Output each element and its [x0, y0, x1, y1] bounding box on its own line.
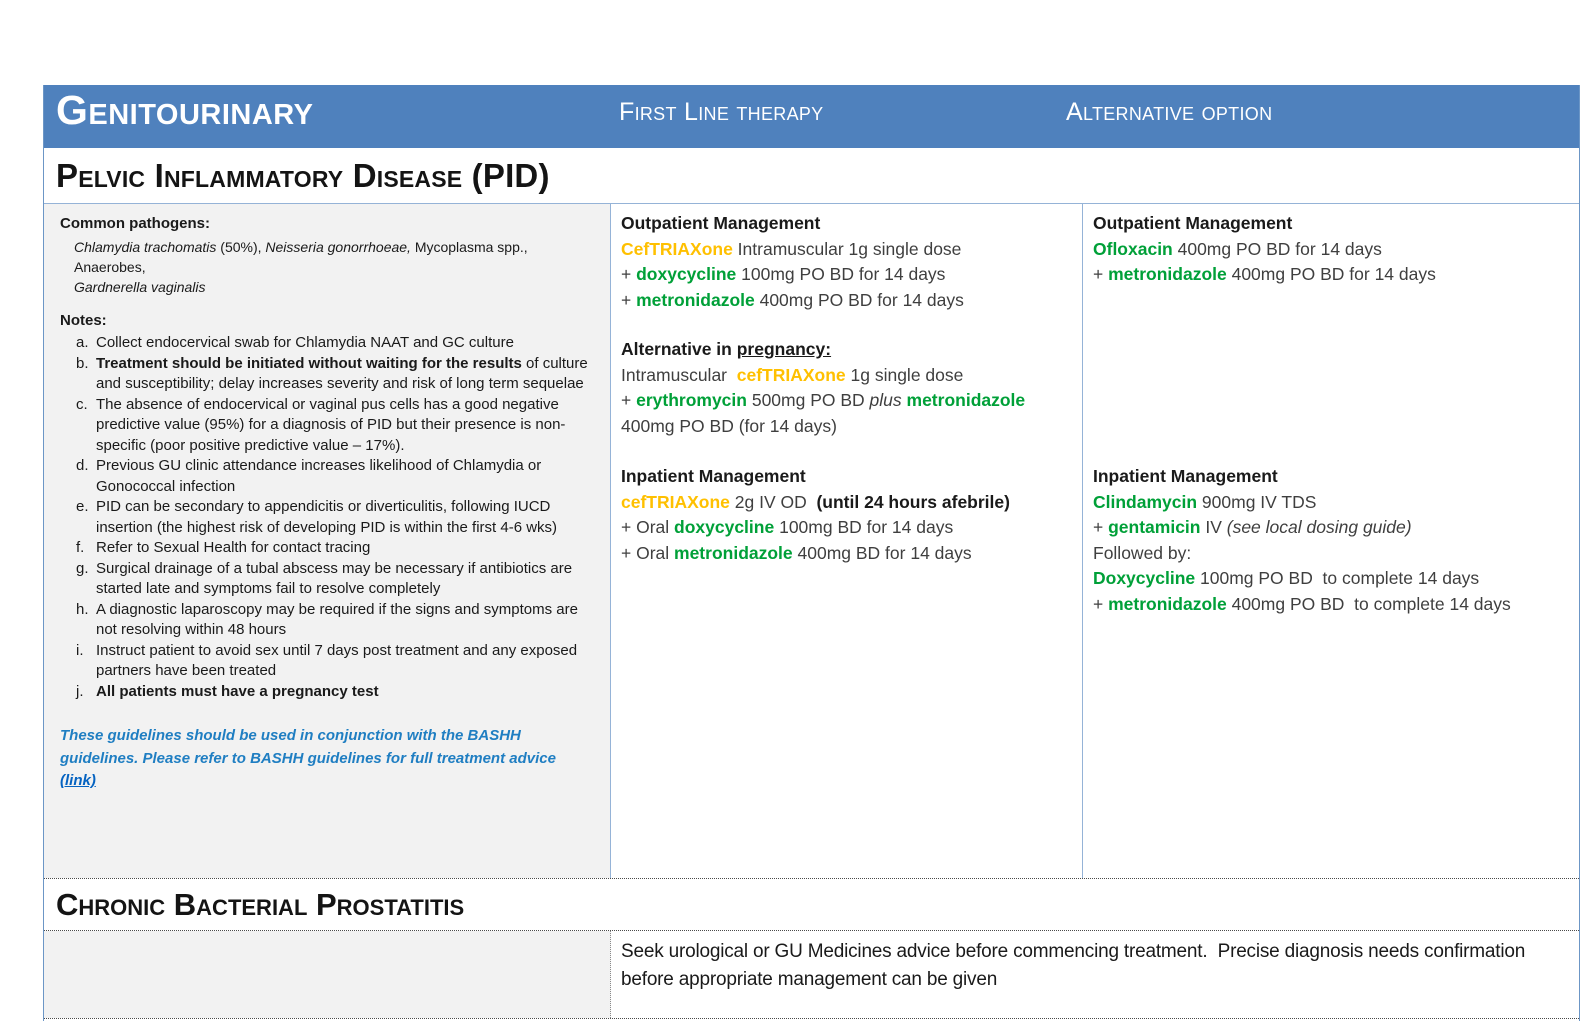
- text-segment: +: [1093, 517, 1109, 537]
- note-letter: j.: [76, 682, 84, 700]
- note-letter: a.: [76, 334, 89, 351]
- therapy-line: [621, 541, 1078, 567]
- prostatitis-advice-text: Seek urological or GU Medicines advice before commencing treatment. Precise diagnosis needs confirmation before appropriate management can be given: [621, 941, 1531, 990]
- text-segment: metronidazole: [636, 289, 755, 310]
- note-text: [96, 354, 594, 395]
- pid-notes-column: [44, 204, 611, 878]
- text-segment: IV: [1200, 517, 1227, 537]
- text-segment: Outpatient Management: [1093, 213, 1293, 233]
- text-segment: Mycoplasma spp., Anaerobes,: [74, 238, 531, 275]
- text-segment: Surgical drainage of a tubal abscess may be necessary if antibiotics are started late and symptoms fail to resolve completely: [96, 559, 573, 597]
- note-item: [60, 395, 594, 457]
- text-segment: The absence of endocervical or vaginal pus cells has a good negative predictive value (95%) for a diagnosis of PID but their presence is non-specific (poor positive predictive value – 17%).: [96, 395, 566, 454]
- therapy-line: [1093, 592, 1575, 618]
- therapy-line: [621, 237, 1078, 263]
- text-segment: 400mg BD for 14 days: [792, 542, 972, 563]
- pid-content-row: [44, 204, 1579, 878]
- note-letter: e.: [76, 498, 89, 515]
- text-segment: Followed by:: [1093, 542, 1192, 563]
- prostatitis-content-row: [44, 930, 1579, 1019]
- text-segment: Refer to Sexual Health for contact tracing: [96, 539, 371, 556]
- note-text: [96, 395, 594, 457]
- text-segment: plus: [869, 390, 902, 410]
- column-header-alternative: Alternative option: [1066, 98, 1273, 126]
- text-segment: Intramuscular: [621, 364, 737, 385]
- text-segment: 2g IV OD: [729, 491, 817, 512]
- table-header-bar: [44, 85, 1579, 148]
- note-letter: i.: [76, 641, 84, 659]
- text-segment: Previous GU clinic attendance increases likelihood of Chlamydia or Gonococcal infection: [96, 457, 542, 495]
- text-segment: Intramuscular 1g single dose: [732, 238, 962, 259]
- therapy-line: [1093, 262, 1575, 288]
- note-item: [60, 354, 594, 395]
- note-text: [96, 641, 594, 682]
- prostatitis-notes-cell: [44, 931, 611, 1018]
- text-segment: Instruct patient to avoid sex until 7 days post treatment and any exposed partners have been treated: [96, 641, 578, 679]
- therapy-block-heading: [621, 211, 1078, 237]
- note-item: [60, 497, 594, 538]
- text-segment: +: [621, 289, 637, 310]
- text-segment: Ofloxacin: [1093, 238, 1173, 259]
- page-title: Genitourinary: [56, 87, 314, 133]
- text-segment: (50%),: [216, 238, 266, 255]
- note-item: [60, 538, 594, 559]
- therapy-block-heading: [621, 337, 1078, 363]
- therapy-line: [621, 414, 1078, 440]
- text-segment: Neisseria gonorrhoeae,: [265, 238, 411, 255]
- therapy-line: [1093, 541, 1575, 567]
- therapy-line: [621, 262, 1078, 288]
- text-segment: + Oral: [621, 517, 675, 537]
- note-text: [96, 456, 594, 497]
- text-segment: 400mg PO BD (for 14 days): [621, 415, 837, 436]
- text-segment: 1g single dose: [845, 364, 964, 385]
- text-segment: cefTRIAXone: [621, 491, 730, 512]
- pid-alternative-column: [1083, 204, 1579, 878]
- text-segment: 100mg PO BD for 14 days: [736, 264, 946, 284]
- text-segment: of culture and susceptibility; delay increases severity and risk of long term sequelae: [96, 354, 588, 392]
- therapy-block: [621, 211, 1078, 313]
- text-segment: + Oral: [621, 542, 675, 563]
- note-letter: c.: [76, 395, 88, 413]
- pid-section-title: Pelvic Inflammatory Disease (PID): [56, 156, 550, 194]
- therapy-block-heading: [1093, 464, 1575, 490]
- note-item: [60, 682, 594, 703]
- text-segment: 100mg BD for 14 days: [774, 517, 954, 537]
- text-segment: (see local dosing guide): [1226, 517, 1412, 537]
- text-segment: metronidazole: [906, 390, 1026, 410]
- text-segment: 500mg PO BD: [746, 390, 870, 410]
- note-text: [96, 333, 594, 354]
- text-segment: 900mg IV TDS: [1197, 491, 1317, 512]
- column-header-first-line: First Line therapy: [619, 98, 824, 126]
- therapy-line: [621, 490, 1078, 516]
- note-letter: b.: [76, 354, 89, 372]
- text-segment: Gardnerella vaginalis: [74, 278, 206, 295]
- text-segment: 400mg PO BD for 14 days: [1226, 264, 1436, 284]
- text-segment: cefTRIAXone: [736, 364, 846, 385]
- text-segment: gentamicin: [1108, 517, 1201, 537]
- bashh-guidelines-note: These guidelines should be used in conjunction with the BASHH guidelines. Please refer to BASHH guidelines for full treatment advice: [60, 727, 556, 767]
- text-segment: erythromycin: [636, 390, 747, 410]
- text-segment: metronidazole: [674, 542, 793, 563]
- text-segment: Doxycycline: [1093, 568, 1196, 588]
- text-segment: Treatment should be initiated without waiting for the results: [96, 354, 522, 372]
- text-segment: metronidazole: [1108, 264, 1227, 284]
- text-segment: Collect endocervical swab for Chlamydia NAAT and GC culture: [96, 334, 514, 351]
- therapy-block: [1093, 464, 1575, 617]
- text-segment: CefTRIAXone: [621, 238, 733, 259]
- therapy-block-heading: [621, 464, 1078, 490]
- prostatitis-section-title: Chronic Bacterial Prostatitis: [56, 886, 465, 922]
- note-text: [96, 600, 594, 641]
- therapy-line: [621, 363, 1078, 389]
- therapy-line: [1093, 566, 1575, 592]
- note-letter: d.: [76, 457, 89, 474]
- note-text: [96, 497, 594, 538]
- therapy-line: [621, 288, 1078, 314]
- text-segment: +: [621, 264, 637, 284]
- text-segment: Inpatient Management: [1093, 466, 1278, 486]
- text-segment: (until 24 hours afebrile): [816, 491, 1010, 512]
- pathogen-line: [74, 237, 594, 277]
- notes-label: Notes:: [60, 311, 107, 329]
- text-segment: +: [621, 390, 637, 410]
- text-segment: 400mg PO BD for 14 days: [754, 289, 964, 310]
- text-segment: Outpatient Management: [621, 213, 821, 233]
- note-text: [96, 559, 594, 600]
- pathogen-line: [74, 277, 594, 297]
- text-segment: +: [1093, 593, 1109, 614]
- text-segment: pregnancy:: [736, 339, 832, 359]
- pid-title-row: [44, 148, 1579, 204]
- text-segment: 400mg PO BD to complete 14 days: [1226, 593, 1511, 614]
- text-segment: PID can be secondary to appendicitis or diverticulitis, following IUCD insertion (the highest risk of developing PID is within the first 4-6 wks): [96, 498, 558, 536]
- text-segment: 400mg PO BD for 14 days: [1172, 238, 1382, 259]
- therapy-block: [1093, 211, 1575, 288]
- therapy-line: [1093, 515, 1575, 541]
- therapy-line: [1093, 237, 1575, 263]
- text-segment: Chlamydia trachomatis: [74, 238, 217, 255]
- text-segment: All patients must have a pregnancy test: [96, 682, 379, 700]
- therapy-line: [621, 388, 1078, 414]
- text-segment: Alternative in: [621, 339, 737, 359]
- text-segment: metronidazole: [1108, 593, 1227, 614]
- note-item: [60, 559, 594, 600]
- text-segment: doxycycline: [636, 264, 737, 284]
- bashh-link[interactable]: (link): [60, 772, 96, 789]
- note-item: [60, 600, 594, 641]
- text-segment: A diagnostic laparoscopy may be required if the signs and symptoms are not resolving within 48 hours: [96, 600, 578, 638]
- text-segment: 100mg PO BD to complete 14 days: [1195, 568, 1480, 588]
- note-letter: h.: [76, 600, 89, 618]
- notes-list: [60, 333, 594, 702]
- prostatitis-title-row: [44, 878, 1579, 930]
- text-segment: Inpatient Management: [621, 466, 806, 486]
- pid-first-line-column: [611, 204, 1083, 878]
- therapy-line: [621, 515, 1078, 541]
- text-segment: +: [1093, 264, 1109, 284]
- therapy-line: [1093, 490, 1575, 516]
- note-text: [96, 538, 594, 559]
- note-item: [60, 456, 594, 497]
- note-letter: g.: [76, 559, 89, 577]
- note-item: [60, 333, 594, 354]
- common-pathogens-label: Common pathogens:: [60, 215, 210, 232]
- therapy-block-heading: [1093, 211, 1575, 237]
- guideline-table: [43, 85, 1580, 1021]
- text-segment: Clindamycin: [1093, 491, 1198, 512]
- note-item: [60, 641, 594, 682]
- text-segment: doxycycline: [674, 517, 775, 537]
- therapy-block: [621, 337, 1078, 439]
- note-text: [96, 682, 594, 703]
- therapy-block: [621, 464, 1078, 566]
- pathogen-list: [74, 237, 594, 297]
- note-letter: f.: [76, 539, 85, 556]
